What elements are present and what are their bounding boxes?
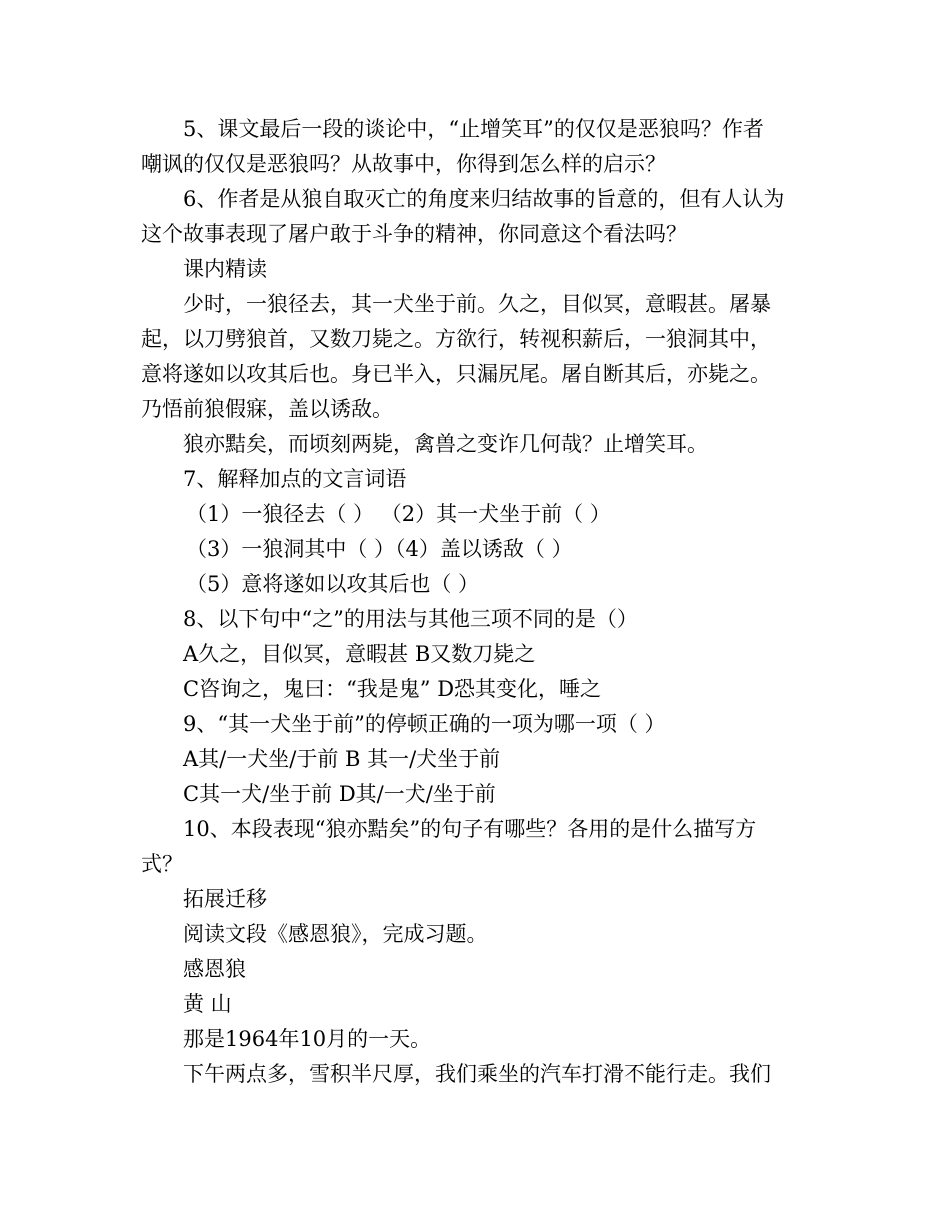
- text-line: 7、解释加点的文言词语: [183, 467, 407, 491]
- text-line: 拓展迁移: [183, 887, 267, 911]
- text-line: （3）一狼洞其中（ ）（4）盖以诱敌（ ）: [186, 537, 573, 561]
- text-line: C其一犬/坐于前 D其/一犬/坐于前: [183, 782, 496, 806]
- text-line: 狼亦黠矣，而顷刻两毙，禽兽之变诈几何哉？止增笑耳。: [183, 432, 708, 456]
- text-line: 嘲讽的仅仅是恶狼吗？从故事中，你得到怎么样的启示？: [141, 152, 666, 176]
- text-line: 式？: [141, 852, 183, 876]
- text-line: （1）一狼径去（ ） （2）其一犬坐于前（ ）: [186, 502, 611, 526]
- text-line: 意将遂如以攻其后也。身已半入，只漏尻尾。屠自断其后，亦毙之。: [141, 362, 771, 386]
- text-line: 少时，一狼径去，其一犬坐于前。久之，目似冥，意暇甚。屠暴: [183, 292, 771, 316]
- text-line: 乃悟前狼假寐，盖以诱敌。: [141, 397, 393, 421]
- text-line: 6、作者是从狼自取灭亡的角度来归结故事的旨意的，但有人认为: [183, 187, 785, 211]
- text-line: 感恩狼: [183, 957, 246, 981]
- text-line: 黄 山: [183, 992, 232, 1016]
- text-line: 那是1964年10月的一天。: [183, 1027, 432, 1051]
- text-line: 这个故事表现了屠户敢于斗争的精神，你同意这个看法吗？: [141, 222, 687, 246]
- text-line: A久之，目似冥，意暇甚 B又数刀毙之: [183, 642, 536, 666]
- document-body: [141, 112, 813, 1092]
- text-line: 9、“其一犬坐于前”的停顿正确的一项为哪一项（ ）: [183, 712, 666, 736]
- text-line: 10、本段表现“狼亦黠矣”的句子有哪些？各用的是什么描写方: [183, 817, 757, 841]
- text-line: A其/一犬坐/于前 B 其一/犬坐于前: [183, 747, 501, 771]
- text-line: C咨询之，鬼曰：“我是鬼” D恐其变化，唾之: [183, 677, 602, 701]
- text-line: 5、课文最后一段的谈论中，“止增笑耳”的仅仅是恶狼吗？作者: [183, 117, 764, 141]
- text-line: 阅读文段《感恩狼》，完成习题。: [183, 922, 488, 946]
- text-line: 起，以刀劈狼首，又数刀毙之。方欲行，转视积薪后，一狼洞其中，: [141, 327, 771, 351]
- text-line: 课内精读: [183, 257, 267, 281]
- text-line: 下午两点多，雪积半尺厚，我们乘坐的汽车打滑不能行走。我们: [183, 1062, 771, 1086]
- text-line: 8、以下句中“之”的用法与其他三项不同的是（）: [183, 607, 638, 631]
- text-line: （5）意将遂如以攻其后也（ ）: [186, 572, 480, 596]
